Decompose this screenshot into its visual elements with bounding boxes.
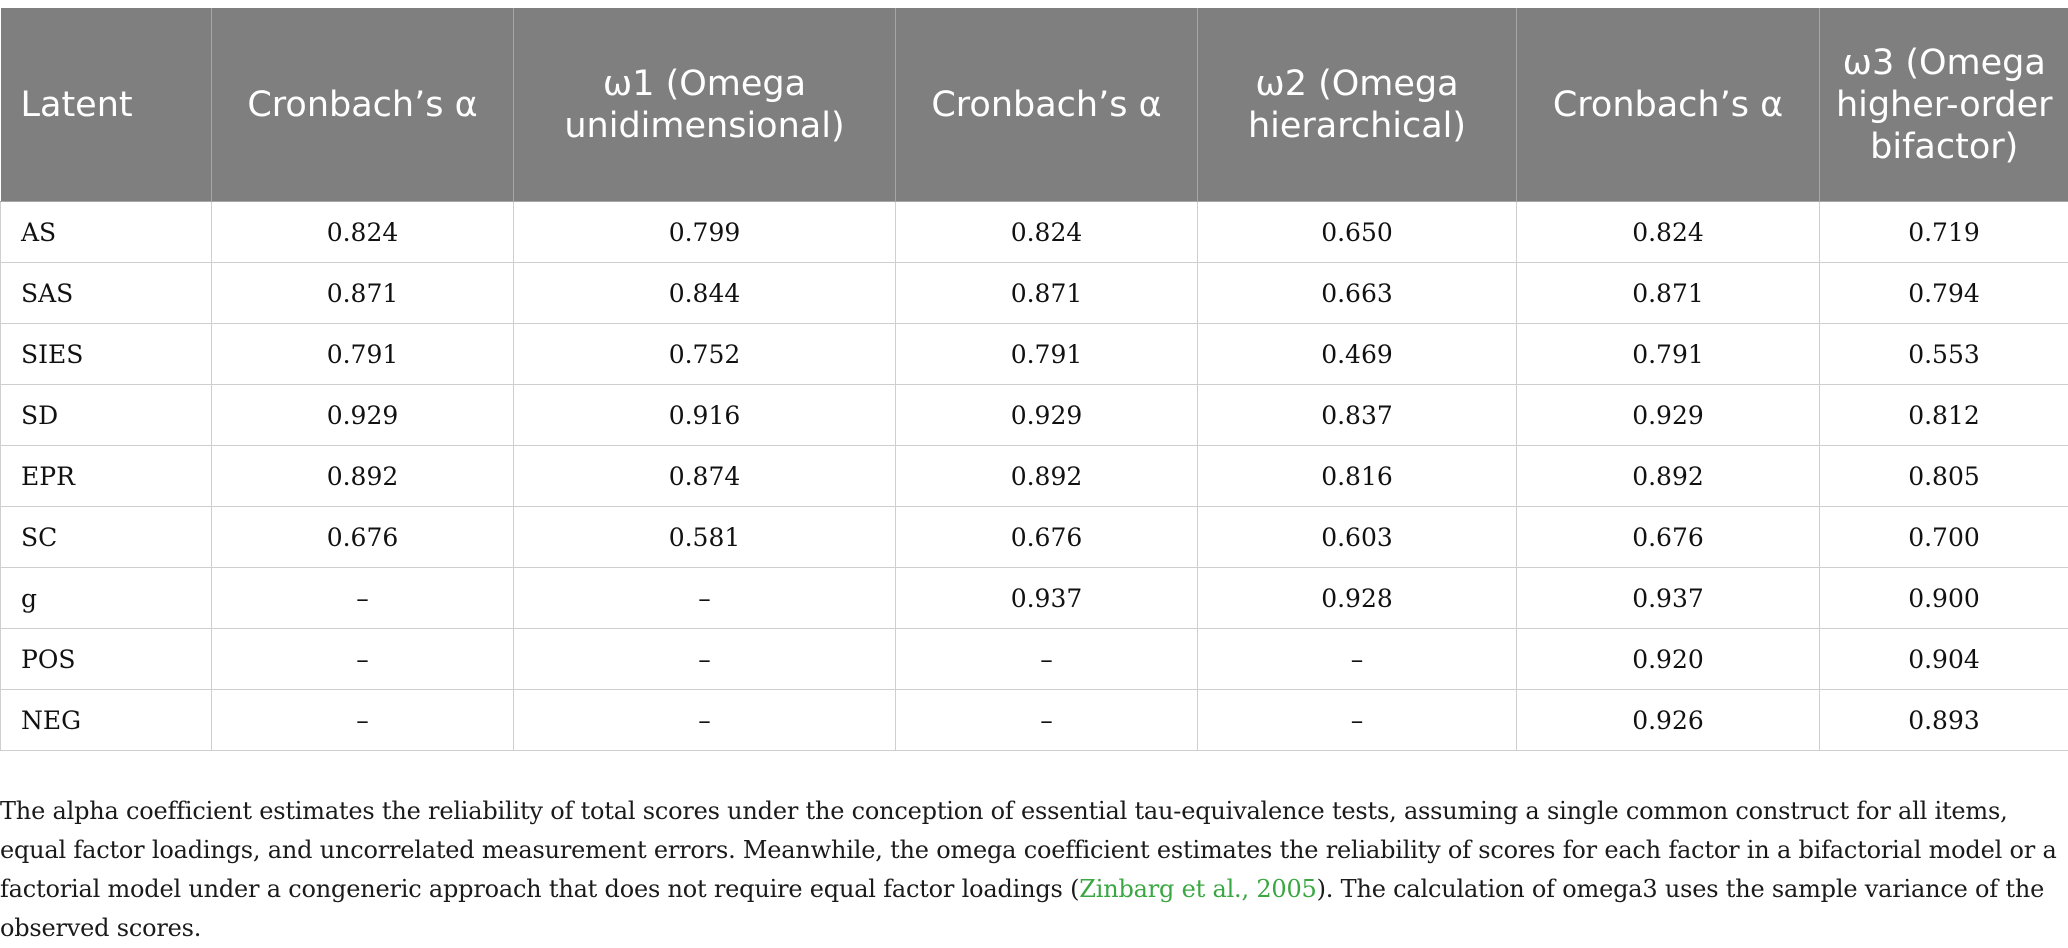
table-cell: 0.892: [896, 446, 1198, 507]
table-row: [1, 202, 2068, 263]
table-cell: 0.805: [1820, 446, 2068, 507]
table-cell: 0.824: [896, 202, 1198, 263]
table-cell: –: [212, 568, 514, 629]
table-row: [1, 324, 2068, 385]
header-omega2: ω2 (Omega hierarchical): [1198, 8, 1517, 202]
table-cell: –: [896, 690, 1198, 751]
header-omega3: ω3 (Omega higher-order bifactor): [1820, 8, 2068, 202]
reliability-table: [0, 8, 2068, 751]
table-cell: –: [896, 629, 1198, 690]
table-cell: –: [514, 690, 896, 751]
table-cell: 0.904: [1820, 629, 2068, 690]
table-cell: 0.824: [1517, 202, 1820, 263]
header-row: [1, 8, 2068, 202]
table-row: [1, 629, 2068, 690]
table-cell: 0.929: [896, 385, 1198, 446]
table-cell: 0.871: [896, 263, 1198, 324]
table-cell: 0.937: [896, 568, 1198, 629]
table-cell: 0.676: [212, 507, 514, 568]
table-cell: 0.892: [212, 446, 514, 507]
table-cell: 0.752: [514, 324, 896, 385]
table-cell: 0.929: [1517, 385, 1820, 446]
header-latent: Latent: [1, 8, 212, 202]
table-cell: –: [1198, 690, 1517, 751]
table-cell: 0.816: [1198, 446, 1517, 507]
row-label: g: [1, 568, 212, 629]
citation-link[interactable]: Zinbarg et al., 2005: [1079, 875, 1316, 903]
row-label: SIES: [1, 324, 212, 385]
row-label: SAS: [1, 263, 212, 324]
table-cell: 0.893: [1820, 690, 2068, 751]
table-cell: 0.937: [1517, 568, 1820, 629]
row-label: EPR: [1, 446, 212, 507]
row-label: AS: [1, 202, 212, 263]
table-body: [1, 202, 2068, 751]
table-cell: 0.812: [1820, 385, 2068, 446]
table-cell: 0.799: [514, 202, 896, 263]
table-row: [1, 507, 2068, 568]
table-row: [1, 446, 2068, 507]
header-omega1: ω1 (Omega unidimensional): [514, 8, 896, 202]
table-cell: 0.926: [1517, 690, 1820, 751]
table-row: [1, 568, 2068, 629]
reliability-table-container: [0, 8, 2068, 751]
table-cell: 0.650: [1198, 202, 1517, 263]
table-cell: 0.874: [514, 446, 896, 507]
row-label: SD: [1, 385, 212, 446]
table-cell: –: [212, 690, 514, 751]
table-row: [1, 690, 2068, 751]
table-cell: 0.844: [514, 263, 896, 324]
table-header: [1, 8, 2068, 202]
table-cell: 0.553: [1820, 324, 2068, 385]
table-cell: 0.928: [1198, 568, 1517, 629]
table-cell: 0.900: [1820, 568, 2068, 629]
table-cell: 0.663: [1198, 263, 1517, 324]
table-cell: 0.581: [514, 507, 896, 568]
table-row: [1, 385, 2068, 446]
table-cell: –: [514, 568, 896, 629]
table-cell: 0.469: [1198, 324, 1517, 385]
table-cell: 0.794: [1820, 263, 2068, 324]
table-cell: 0.791: [212, 324, 514, 385]
row-label: NEG: [1, 690, 212, 751]
table-cell: 0.920: [1517, 629, 1820, 690]
table-cell: 0.871: [212, 263, 514, 324]
table-cell: 0.837: [1198, 385, 1517, 446]
table-cell: 0.929: [212, 385, 514, 446]
footnote-text-after: ). The calculation of omega3 uses the sample variance of the observed scores.: [0, 875, 2044, 942]
table-cell: 0.700: [1820, 507, 2068, 568]
table-cell: –: [514, 629, 896, 690]
table-cell: 0.676: [896, 507, 1198, 568]
table-cell: 0.791: [896, 324, 1198, 385]
table-cell: 0.824: [212, 202, 514, 263]
table-cell: 0.603: [1198, 507, 1517, 568]
table-footnote: [0, 792, 2066, 948]
table-cell: 0.871: [1517, 263, 1820, 324]
table-row: [1, 263, 2068, 324]
table-cell: 0.676: [1517, 507, 1820, 568]
table-cell: –: [212, 629, 514, 690]
header-cronbach-alpha-1: Cronbach’s α: [212, 8, 514, 202]
footnote-text-before: The alpha coefficient estimates the reliability of total scores under the conception of essential tau-equivalence tests, assuming a single common construct for all items, equal factor loadings, and uncorrelated measurement errors. Meanwhile, the omega coefficient estimates the reliability of scores for each factor in a bifactorial model or a factorial model under a congeneric approach that does not require equal factor loadings (: [0, 797, 2057, 903]
row-label: SC: [1, 507, 212, 568]
table-cell: 0.916: [514, 385, 896, 446]
table-cell: –: [1198, 629, 1517, 690]
table-cell: 0.892: [1517, 446, 1820, 507]
table-cell: 0.719: [1820, 202, 2068, 263]
row-label: POS: [1, 629, 212, 690]
table-cell: 0.791: [1517, 324, 1820, 385]
header-cronbach-alpha-2: Cronbach’s α: [896, 8, 1198, 202]
header-cronbach-alpha-3: Cronbach’s α: [1517, 8, 1820, 202]
